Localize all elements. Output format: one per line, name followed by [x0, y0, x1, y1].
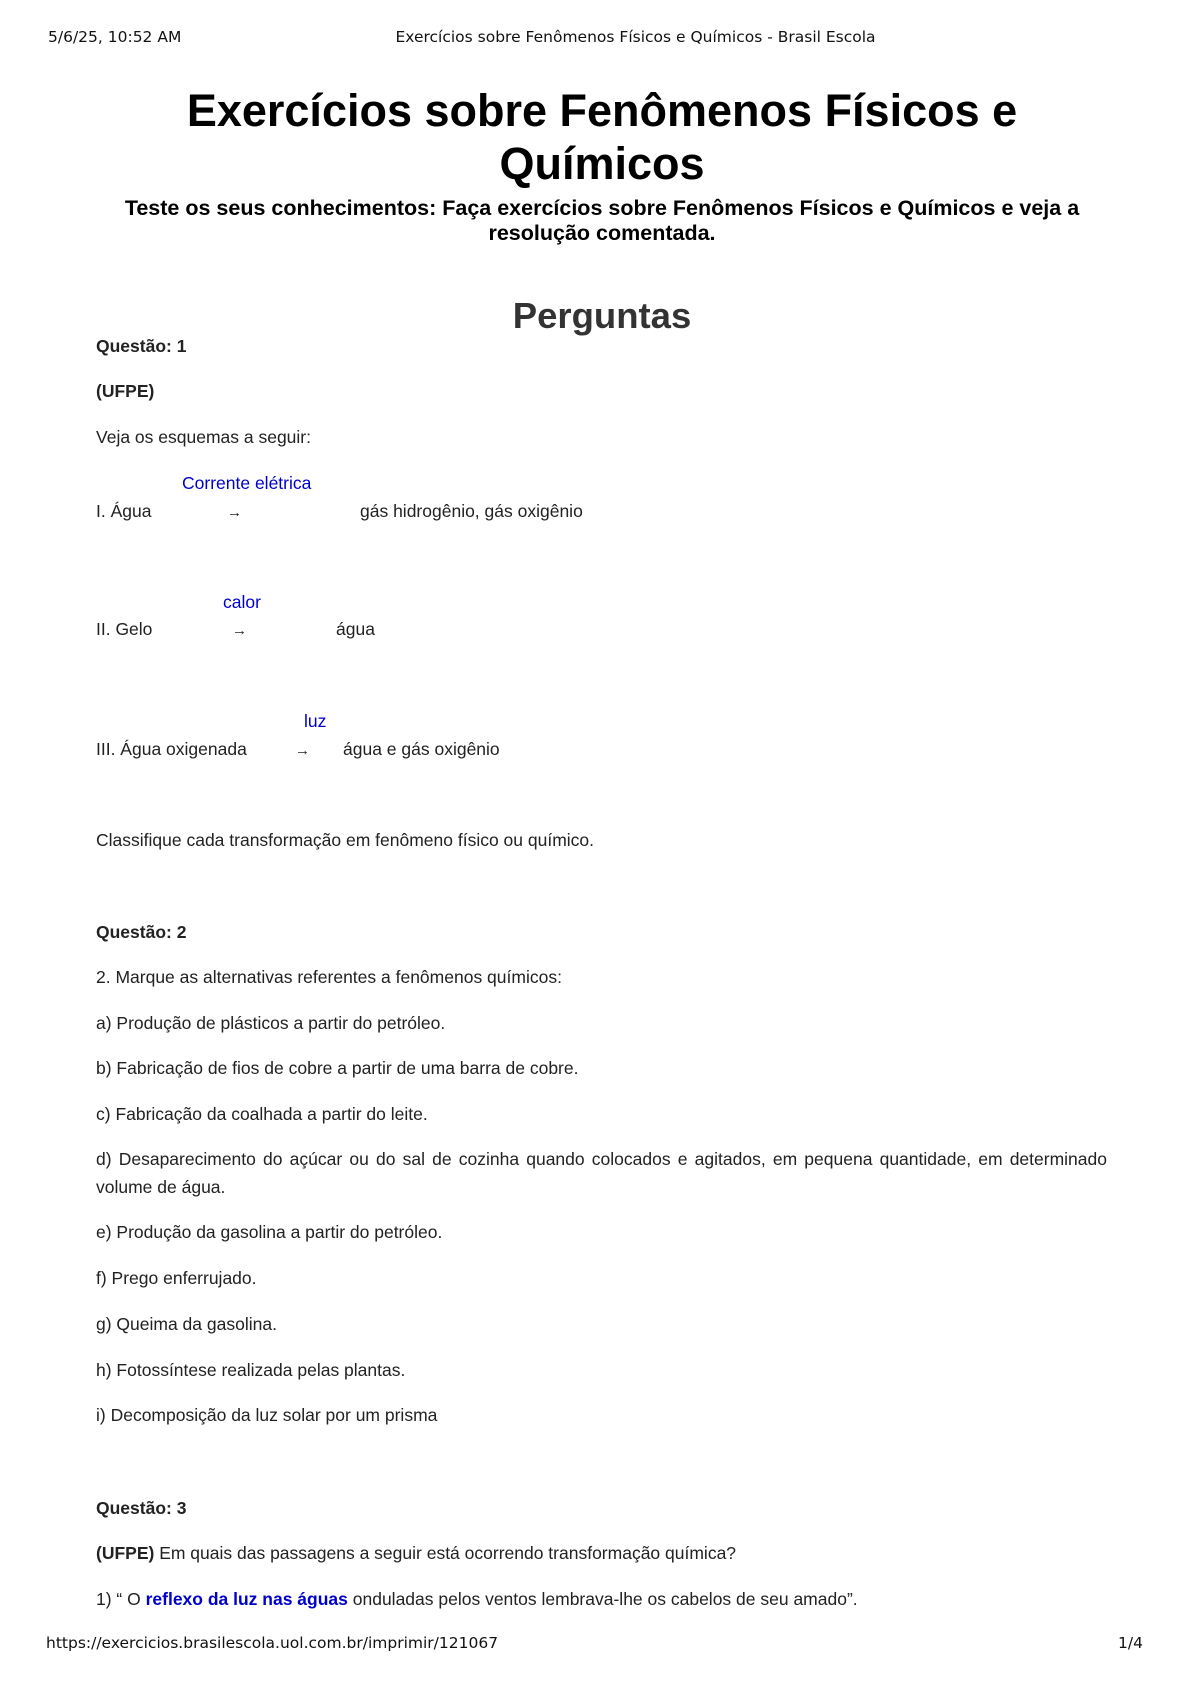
item-1-prefix: 1) “ O [96, 1589, 146, 1609]
item-1-suffix: onduladas pelos ventos lembrava-lhe os cabelos de seu amado”. [347, 1589, 858, 1609]
arrow-right-icon: → [227, 504, 242, 521]
option-a: a) Produção de plásticos a partir do petróleo. [96, 1013, 446, 1033]
scheme-3-product: água e gás oxigênio [343, 739, 500, 759]
option-i: i) Decomposição da luz solar por um prisma [96, 1405, 438, 1425]
scheme-3-condition: luz [304, 711, 327, 731]
question-1-label: Questão: 1 [96, 336, 187, 356]
scheme-2-condition: calor [223, 592, 261, 612]
option-e: e) Produção da gasolina a partir do petróleo. [96, 1222, 443, 1242]
scheme-2-product: água [336, 619, 375, 639]
option-h: h) Fotossíntese realizada pelas plantas. [96, 1360, 406, 1380]
question-3-intro [96, 1541, 736, 1565]
scheme-1-product: gás hidrogênio, gás oxigênio [360, 501, 583, 521]
article-title: Exercícios sobre Fenômenos Físicos e Químicos [186, 85, 1018, 189]
scheme-1-condition: Corrente elétrica [182, 473, 312, 493]
section-heading: Perguntas [512, 295, 692, 336]
option-d: d) Desaparecimento do açúcar ou do sal de cozinha quando colocados e agitados, em pequena quantidade, em determinado volume de água. [96, 1149, 1107, 1197]
print-url: https://exercicios.brasilescola.uol.com.br/imprimir/121067 [46, 1634, 499, 1652]
reflexo-link[interactable]: reflexo da luz nas águas [145, 1589, 348, 1609]
print-footer [46, 1634, 1143, 1656]
question-1-prompt: Classifique cada transformação em fenômeno físico ou químico. [96, 830, 595, 850]
print-date: 5/6/25, 10:52 AM [48, 28, 182, 46]
print-page-title: Exercícios sobre Fenômenos Físicos e Químicos - Brasil Escola [395, 28, 876, 46]
scheme-1-reactant: I. Água [96, 501, 152, 521]
question-3-source: (UFPE) [96, 1543, 155, 1563]
article-subtitle: Teste os seus conhecimentos: Faça exercícios sobre Fenômenos Físicos e Químicos e veja a resolução comentada. [124, 196, 1080, 245]
arrow-right-icon: → [232, 622, 247, 639]
option-f: f) Prego enferrujado. [96, 1268, 257, 1288]
question-2-intro: 2. Marque as alternativas referentes a fenômenos químicos: [96, 967, 562, 987]
question-3-label: Questão: 3 [96, 1498, 187, 1518]
print-header [48, 28, 1143, 50]
question-1-source: (UFPE) [96, 381, 155, 401]
question-3-item-1 [96, 1587, 858, 1611]
option-c: c) Fabricação da coalhada a partir do leite. [96, 1104, 428, 1124]
arrow-right-icon: → [295, 742, 310, 759]
question-2-label: Questão: 2 [96, 922, 187, 942]
option-b: b) Fabricação de fios de cobre a partir de uma barra de cobre. [96, 1058, 579, 1078]
question-1-intro: Veja os esquemas a seguir: [96, 427, 311, 447]
option-g: g) Queima da gasolina. [96, 1314, 277, 1334]
scheme-3-reactant: III. Água oxigenada [96, 739, 247, 759]
question-3-text: Em quais das passagens a seguir está ocorrendo transformação química? [154, 1543, 737, 1563]
page-number: 1/4 [1118, 1634, 1143, 1652]
scheme-2-reactant: II. Gelo [96, 619, 153, 639]
